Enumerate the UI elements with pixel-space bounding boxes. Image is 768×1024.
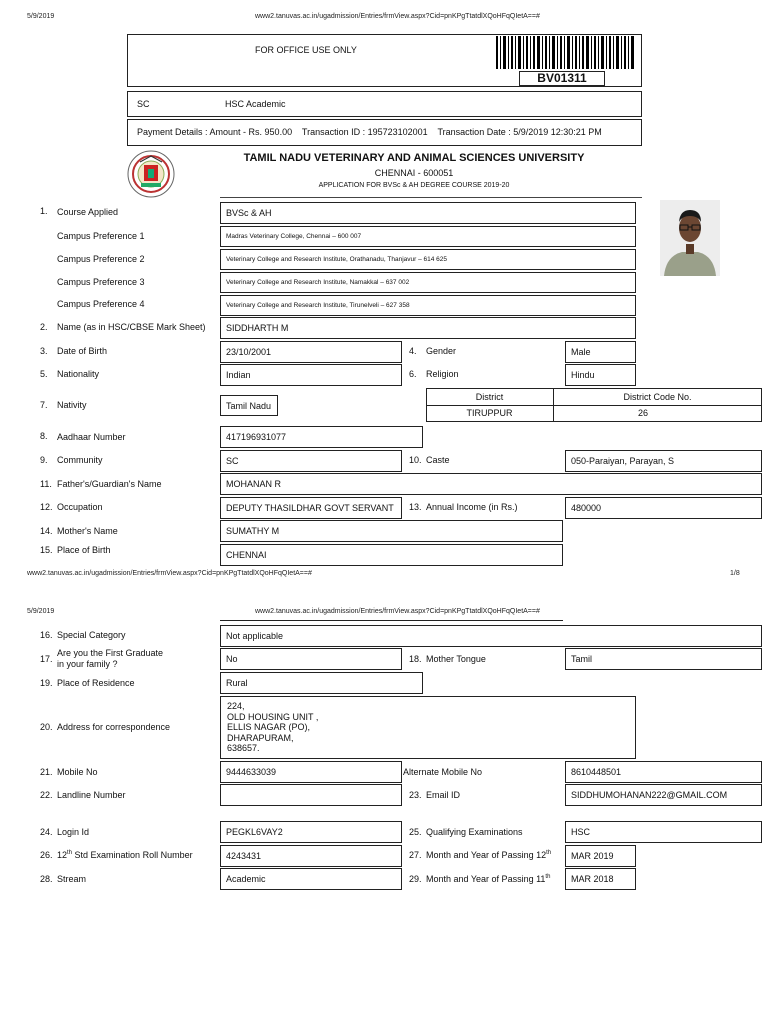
field-num: 11. [40, 479, 52, 489]
special-label: Special Category [57, 630, 126, 640]
title-underline [220, 197, 642, 198]
field-num: 1. [40, 206, 48, 216]
caste-value: 050-Paraiyan, Parayan, S [565, 450, 762, 472]
field-num: 3. [40, 346, 48, 356]
mobile-label: Mobile No [57, 767, 98, 777]
birthplace-label: Place of Birth [57, 545, 111, 555]
community-label: Community [57, 455, 103, 465]
campus1-value: Madras Veterinary College, Chennai – 600 007 [220, 226, 636, 247]
address-line: DHARAPURAM, [227, 732, 294, 743]
address-line: OLD HOUSING UNIT , [227, 711, 319, 722]
tongue-label: Mother Tongue [426, 654, 486, 664]
guardian-label: Father's/Guardian's Name [57, 479, 162, 489]
address-value [220, 696, 636, 759]
application-title: APPLICATION FOR BVSc & AH DEGREE COURSE 2019-20 [318, 182, 510, 189]
campus1-label: Campus Preference 1 [57, 231, 145, 241]
field-num: 10. [409, 455, 422, 465]
category-stream: HSC Academic [225, 99, 286, 109]
field-num: 12. [40, 502, 53, 512]
aadhaar-label: Aadhaar Number [57, 432, 126, 442]
caste-label: Caste [426, 455, 450, 465]
campus2-label: Campus Preference 2 [57, 254, 145, 264]
field-num: 22. [40, 790, 53, 800]
nativity-value: Tamil Nadu [220, 395, 278, 416]
district-table-divider [426, 405, 762, 406]
landline-value [220, 784, 402, 806]
email-value: SIDDHUMOHANAN222@GMAIL.COM [565, 784, 762, 806]
landline-label: Landline Number [57, 790, 126, 800]
pass11-label-sup: th [545, 874, 551, 880]
roll-label [57, 850, 193, 860]
page1-header-url: www2.tanuvas.ac.in/ugadmission/Entries/frmView.aspx?Cid=pnKPgTtatdlXQoHFqQIetA==# [255, 13, 540, 20]
field-num: 13. [409, 502, 422, 512]
roll-value: 4243431 [220, 845, 402, 867]
field-num: 20. [40, 722, 53, 732]
occupation-value: DEPUTY THASILDHAR GOVT SERVANT [220, 497, 402, 519]
dob-value: 23/10/2001 [220, 341, 402, 363]
barcode-code: BV01311 [519, 71, 605, 86]
university-name: TAMIL NADU VETERINARY AND ANIMAL SCIENCES UNIVERSITY [243, 152, 585, 164]
qualifying-label: Qualifying Examinations [426, 827, 523, 837]
occupation-label: Occupation [57, 502, 103, 512]
guardian-value: MOHANAN R [220, 473, 762, 495]
first-grad-value: No [220, 648, 402, 670]
field-num: 18. [409, 654, 422, 664]
field-num: 15. [40, 545, 53, 555]
stream-value: Academic [220, 868, 402, 890]
pass11-label-pre: Month and Year of Passing 11 [426, 874, 546, 884]
field-num: 27. [409, 850, 422, 860]
mother-value: SUMATHY M [220, 520, 563, 542]
category-community: SC [137, 99, 150, 109]
campus3-label: Campus Preference 3 [57, 277, 145, 287]
field-num: 16. [40, 630, 53, 640]
address-line: 638657. [227, 743, 260, 753]
payment-details: Payment Details : Amount - Rs. 950.00 Transaction ID : 195723102001 Transaction Date : 5/9/2019 12:30:21 PM [137, 127, 602, 137]
income-value: 480000 [565, 497, 762, 519]
name-value: SIDDHARTH M [220, 317, 636, 339]
page2-header-url: www2.tanuvas.ac.in/ugadmission/Entries/frmView.aspx?Cid=pnKPgTtatdlXQoHFqQIetA==# [255, 608, 540, 615]
field-num: 5. [40, 369, 48, 379]
university-city: CHENNAI - 600051 [374, 168, 454, 178]
qualifying-value: HSC [565, 821, 762, 843]
nationality-value: Indian [220, 364, 402, 386]
login-value: PEGKL6VAY2 [220, 821, 402, 843]
field-num: 8. [40, 431, 48, 441]
first-grad-label-line2: in your family ? [57, 659, 118, 669]
roll-label-post: Std Examination Roll Number [72, 850, 193, 860]
field-num: 23. [409, 790, 422, 800]
email-label: Email ID [426, 790, 461, 800]
religion-label: Religion [426, 369, 459, 379]
community-value: SC [220, 450, 402, 472]
field-num: 25. [409, 827, 422, 837]
name-label: Name (as in HSC/CBSE Mark Sheet) [57, 322, 206, 332]
field-num: 29. [409, 874, 422, 884]
aadhaar-value: 417196931077 [220, 426, 423, 448]
applicant-photo [660, 200, 720, 276]
income-label: Annual Income (in Rs.) [426, 502, 518, 512]
roll-label-sup: th [67, 850, 73, 856]
religion-value: Hindu [565, 364, 636, 386]
field-num: 4. [409, 346, 417, 356]
dob-label: Date of Birth [57, 346, 108, 356]
campus3-value: Veterinary College and Research Institute, Namakkal – 637 002 [220, 272, 636, 293]
field-num: 14. [40, 526, 53, 536]
residence-label: Place of Residence [57, 678, 135, 688]
stream-label: Stream [57, 874, 87, 884]
special-value: Not applicable [220, 625, 762, 647]
pass11-value: MAR 2018 [565, 868, 636, 890]
field-num: 9. [40, 455, 48, 465]
continuation-line [220, 620, 563, 621]
category-row [127, 91, 642, 117]
tongue-value: Tamil [565, 648, 762, 670]
nativity-label: Nativity [57, 400, 87, 410]
page1-footer-page: 1/8 [730, 570, 740, 577]
birthplace-value: CHENNAI [220, 544, 563, 566]
page1-footer-url: www2.tanuvas.ac.in/ugadmission/Entries/frmView.aspx?Cid=pnKPgTtatdlXQoHFqQIetA==# [27, 570, 312, 577]
field-num: 2. [40, 322, 48, 332]
field-num: 21. [40, 767, 53, 777]
gender-value: Male [565, 341, 636, 363]
alt-mobile-label: Alternate Mobile No [403, 767, 483, 777]
field-num: 26. [40, 850, 53, 860]
field-num: 17. [40, 654, 53, 664]
pass12-label-sup: th [546, 850, 552, 856]
office-use-label: FOR OFFICE USE ONLY [255, 45, 357, 55]
campus2-value: Veterinary College and Research Institute, Orathanadu, Thanjavur – 614 625 [220, 249, 636, 270]
alt-mobile-value: 8610448501 [565, 761, 762, 783]
pass12-label-pre: Month and Year of Passing 12 [426, 850, 547, 860]
person-photo-icon [660, 200, 720, 276]
pass12-label [426, 850, 551, 860]
field-num: 19. [40, 678, 53, 688]
district-value: TIRUPPUR [466, 408, 513, 418]
field-num: 7. [40, 400, 48, 410]
pass12-value: MAR 2019 [565, 845, 636, 867]
mother-label: Mother's Name [57, 526, 118, 536]
address-label: Address for correspondence [57, 722, 171, 732]
pass11-label [426, 874, 550, 884]
first-grad-label: Are you the First Graduate [57, 648, 164, 658]
field-num: 28. [40, 874, 53, 884]
course-applied-label: Course Applied [57, 207, 119, 217]
field-num: 24. [40, 827, 53, 837]
course-applied-value: BVSc & AH [220, 202, 636, 224]
address-line: 224, [227, 701, 245, 711]
district-code-header: District Code No. [623, 392, 692, 402]
district-header: District [475, 392, 504, 402]
roll-label-pre: 12 [57, 850, 68, 860]
page1-header-date: 5/9/2019 [27, 13, 55, 20]
gender-label: Gender [426, 346, 457, 356]
district-code-value: 26 [637, 408, 648, 418]
barcode-icon [496, 36, 634, 69]
nationality-label: Nationality [57, 369, 100, 379]
page2-header-date: 5/9/2019 [27, 608, 55, 615]
field-num: 6. [409, 369, 417, 379]
mobile-value: 9444633039 [220, 761, 402, 783]
residence-value: Rural [220, 672, 423, 694]
campus4-label: Campus Preference 4 [57, 299, 145, 309]
address-line: ELLIS NAGAR (PO), [227, 722, 311, 732]
campus4-value: Veterinary College and Research Institute, Tirunelveli – 627 358 [220, 295, 636, 316]
login-label: Login Id [57, 827, 90, 837]
